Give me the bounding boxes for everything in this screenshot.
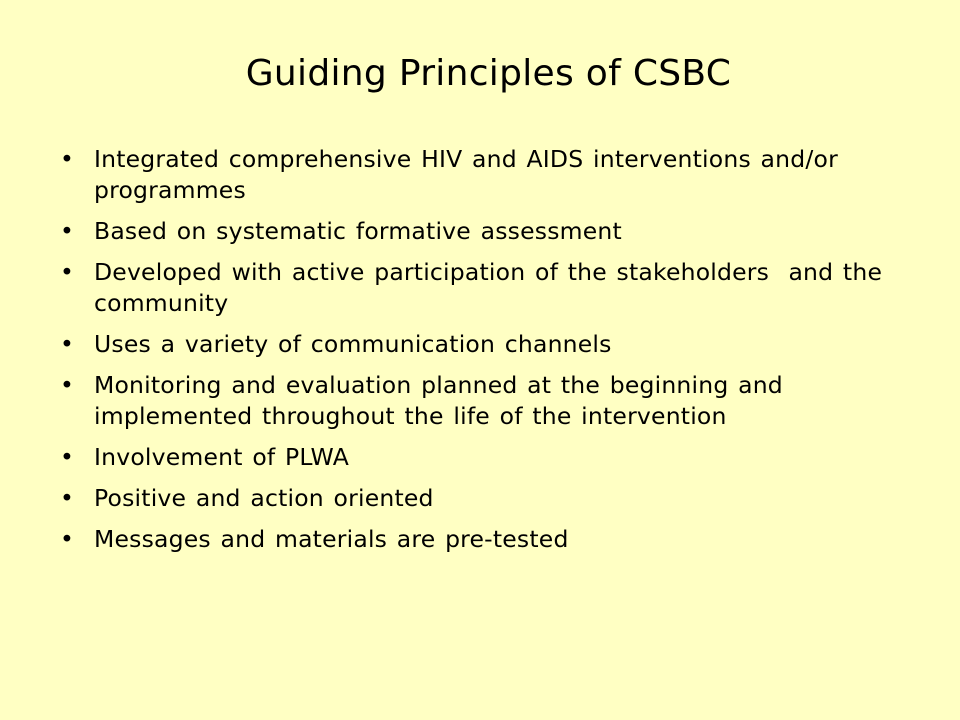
- bullet-text: Monitoring and evaluation planned at the beginning and implemented throughout the life of the intervention: [94, 371, 783, 430]
- bullet-icon: •: [60, 330, 75, 358]
- bullet-text: Uses a variety of communication channels: [94, 330, 612, 358]
- bullet-icon: •: [60, 525, 75, 553]
- bullet-text: Involvement of PLWA: [94, 443, 349, 471]
- bullet-item: [58, 257, 892, 319]
- bullet-item: [58, 216, 888, 247]
- bullet-text: Messages and materials are pre-tested: [94, 525, 569, 553]
- bullet-text: Integrated comprehensive HIV and AIDS interventions and/or programmes: [94, 145, 838, 204]
- bullet-text: Positive and action oriented: [94, 484, 434, 512]
- bullet-item: [58, 144, 888, 206]
- bullet-item: [58, 329, 888, 360]
- bullet-list: [58, 144, 892, 565]
- bullet-icon: •: [60, 145, 75, 173]
- bullet-text: Developed with active participation of the stakeholders and the community: [94, 258, 892, 317]
- bullet-item: [58, 442, 888, 473]
- bullet-icon: •: [60, 371, 75, 399]
- bullet-icon: •: [60, 443, 75, 471]
- bullet-item: [58, 524, 888, 555]
- bullet-text: Based on systematic formative assessment: [94, 217, 622, 245]
- bullet-icon: •: [60, 258, 75, 286]
- bullet-icon: •: [60, 217, 75, 245]
- bullet-icon: •: [60, 484, 75, 512]
- slide-title: Guiding Principles of CSBC: [245, 53, 732, 94]
- bullet-item: [58, 483, 888, 514]
- bullet-item: [58, 370, 888, 432]
